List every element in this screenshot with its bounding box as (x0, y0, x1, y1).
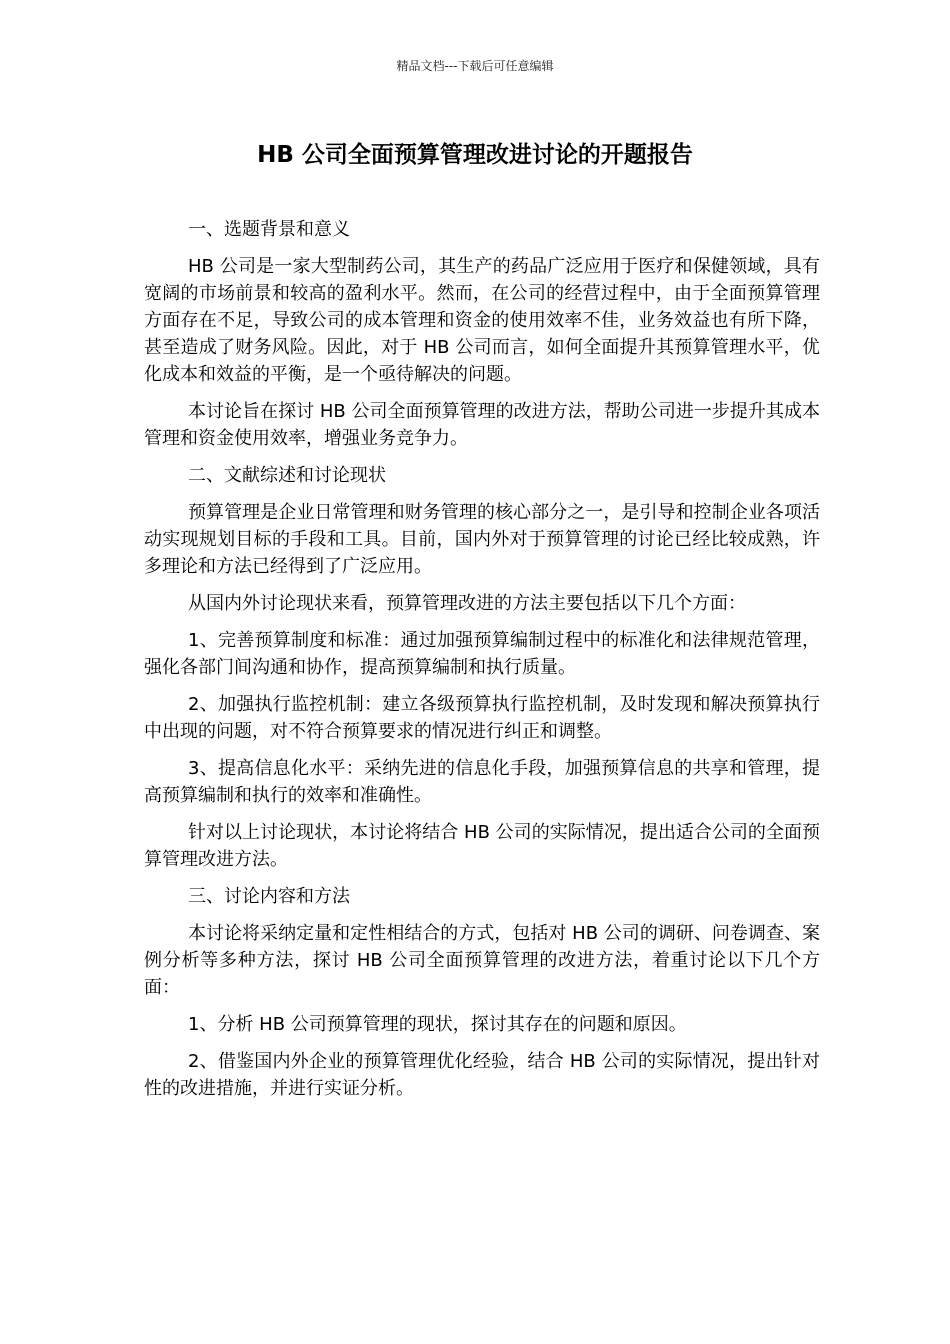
header-note: 精品文档---下载后可任意编辑 (396, 59, 554, 73)
document-title: HB 公司全面预算管理改进讨论的开题报告 (257, 142, 693, 168)
list-item: 1、完善预算制度和标准：通过加强预算编制过程中的标准化和法律规范管理，强化各部门间沟通和协作，提高预算编制和执行质量。 (144, 630, 820, 678)
list-item: 1、分析 HB 公司预算管理的现状，探讨其存在的问题和原因。 (188, 1014, 687, 1035)
body-paragraph: HB 公司是一家大型制药公司，其生产的药品广泛应用于医疗和保健领域，具有宽阔的市场前景和较高的盈利水平。然而，在公司的经营过程中，由于全面预算管理方面存在不足，导致公司的成本管理和资金的使用效率不佳，业务效益也有所下降，甚至造成了财务风险。因此，对于 HB 公司而言，如何全面提升其预算管理水平，优化成本和效益的平衡，是一个亟待解决的问题。 (144, 256, 820, 385)
body-paragraph: 本讨论将采纳定量和定性相结合的方式，包括对 HB 公司的调研、问卷调查、案例分析等多种方法，探讨 HB 公司全面预算管理的改进方法，着重讨论以下几个方面： (144, 923, 820, 998)
body-paragraph: 本讨论旨在探讨 HB 公司全面预算管理的改进方法，帮助公司进一步提升其成本管理和资金使用效率，增强业务竞争力。 (144, 401, 820, 449)
section-heading-methods: 三、讨论内容和方法 (188, 886, 350, 907)
list-item: 2、借鉴国内外企业的预算管理优化经验，结合 HB 公司的实际情况，提出针对性的改进措施，并进行实证分析。 (144, 1051, 820, 1099)
section-heading-background: 一、选题背景和意义 (188, 219, 350, 240)
body-paragraph: 针对以上讨论现状，本讨论将结合 HB 公司的实际情况，提出适合公司的全面预算管理改进方法。 (144, 822, 820, 870)
body-paragraph: 预算管理是企业日常管理和财务管理的核心部分之一，是引导和控制企业各项活动实现规划目标的手段和工具。目前，国内外对于预算管理的讨论已经比较成熟，许多理论和方法已经得到了广泛应用。 (144, 502, 820, 577)
list-item: 3、提高信息化水平：采纳先进的信息化手段，加强预算信息的共享和管理，提高预算编制和执行的效率和准确性。 (144, 758, 820, 806)
section-heading-literature: 二、文献综述和讨论现状 (188, 465, 386, 486)
list-item: 2、加强执行监控机制：建立各级预算执行监控机制，及时发现和解决预算执行中出现的问题，对不符合预算要求的情况进行纠正和调整。 (144, 694, 820, 742)
document-body (144, 216, 820, 1112)
body-paragraph: 从国内外讨论现状来看，预算管理改进的方法主要包括以下几个方面： (188, 593, 746, 614)
